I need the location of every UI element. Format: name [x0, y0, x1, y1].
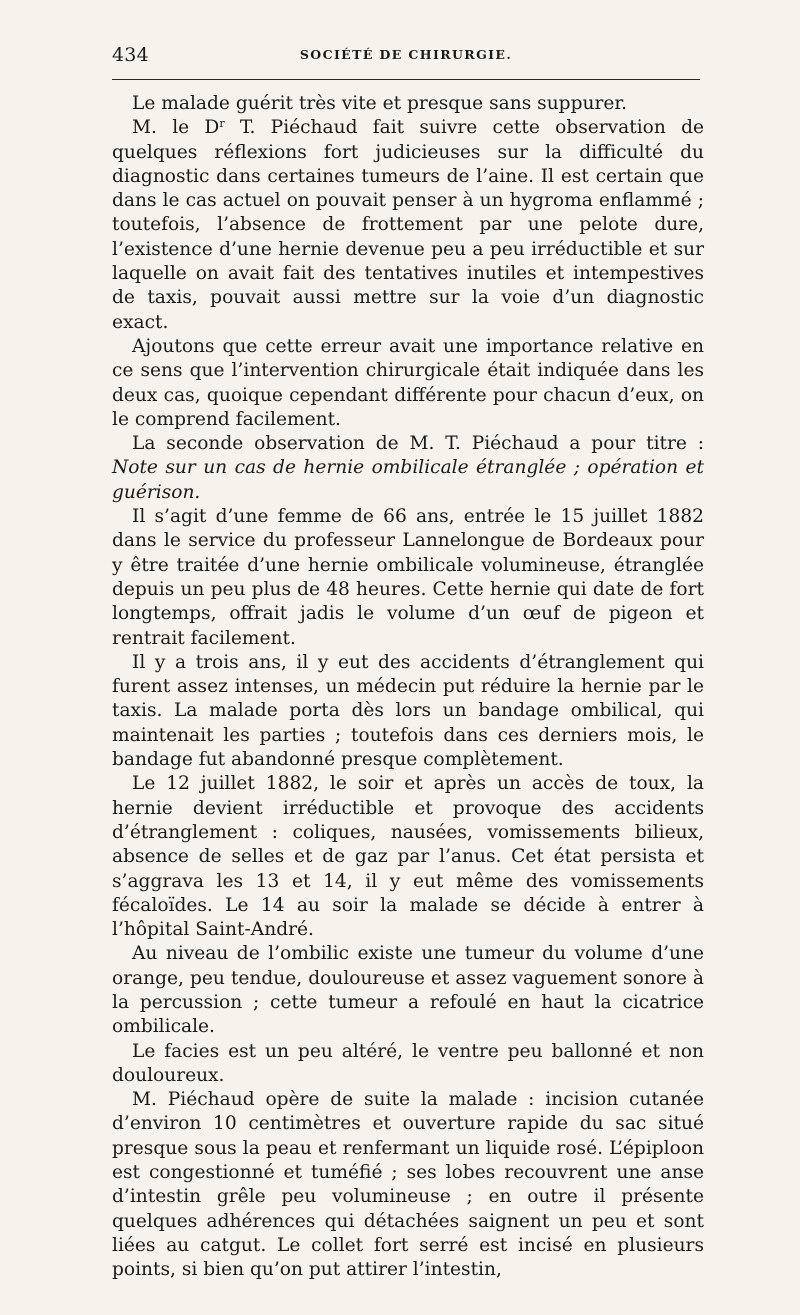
paragraph-1: Le malade guérit très vite et presque sans suppurer. — [132, 93, 628, 114]
body-text — [112, 92, 704, 1283]
paragraph-4 — [112, 432, 704, 505]
paragraph-2-start: M. le D — [132, 117, 220, 139]
paragraph-2 — [112, 116, 704, 335]
doctor-superscript: r — [219, 117, 225, 131]
page-number: 434 — [112, 44, 149, 66]
running-header — [112, 44, 700, 74]
paragraph-5: Il s’agit d’une femme de 66 ans, entrée le 15 juillet 1882 dans le service du professeur Lannelongue de Bordeaux pour y être traitée d’une hernie ombilicale volumineuse, étranglée depuis un peu plus de 48 heures. Cette hernie qui date de fort longtemps, offrait jadis le volume d’un œuf de pigeon et rentrait facilement. — [112, 506, 704, 649]
paragraph-7: Le 12 juillet 1882, le soir et après un accès de toux, la hernie devient irréductible et provoque des accidents d’étranglement : coliques, nausées, vomissements bilieux, absence de selles et de gaz par l’anus. Cet état persista et s’aggrava les 13 et 14, il y eut même des vomissements fécaloïdes. Le 14 au soir la malade se décide à entrer à l’hôpital Saint-André. — [112, 773, 704, 941]
paragraph-9: Le facies est un peu altéré, le ventre peu ballonné et non douloureux. — [112, 1040, 704, 1086]
paragraph-10: M. Piéchaud opère de suite la malade : incision cutanée d’environ 10 centimètres et ouverture rapide du sac situé presque sous la peau et renfermant un liquide rosé. L’épiploon est congestionné et tuméfié ; ses lobes recouvrent une anse d’intestin grêle peu volumineuse ; en outre il présente quelques adhérences qui détachées saignent un peu et sont liées au catgut. Le collet fort serré est incisé en plusieurs points, si bien qu’on put attirer l’intestin, — [112, 1089, 704, 1281]
observation-title: Note sur un cas de hernie ombilicale étranglée ; opération et guérison. — [112, 457, 704, 503]
paragraph-3: Ajoutons que cette erreur avait une importance relative en ce sens que l’intervention chirurgicale était indiquée dans les deux cas, quoique cependant différente pour chacun d’eux, on le comprend facilement. — [112, 335, 704, 430]
paragraph-6: Il y a trois ans, il y eut des accidents d’étranglement qui furent assez intenses, un médecin put réduire la hernie par le taxis. La malade porta dès lors un bandage ombilical, qui maintenait les parties ; toutefois dans ces derniers mois, le bandage fut abandonné presque complètement. — [112, 651, 704, 771]
running-title: SOCIÉTÉ DE CHIRURGIE. — [299, 47, 513, 62]
paragraph-2-rest: T. Piéchaud fait suivre cette observation de quelques réflexions fort judicieuses sur la difficulté du diagnostic dans certaines tumeurs de l’aine. Il est certain que dans le cas actuel on pouvait penser à un hygroma enflammé ; toutefois, l’absence de frottement par une pelote dure, l’existence d’une hernie devenue peu a peu irréductible et sur laquelle on avait fait des tentatives inutiles et intempestives de taxis, pouvait aussi mettre sur la voie d’un diagnostic exact. — [112, 117, 704, 333]
paragraph-4-start: La seconde observation de M. T. Piéchaud a pour titre : — [132, 433, 704, 455]
paragraph-8: Au niveau de l’ombilic existe une tumeur du volume d’une orange, peu tendue, douloureuse et assez vaguement sonore à la percussion ; cette tumeur a refoulé en haut la cicatrice ombilicale. — [112, 943, 704, 1038]
header-rule — [112, 79, 700, 80]
